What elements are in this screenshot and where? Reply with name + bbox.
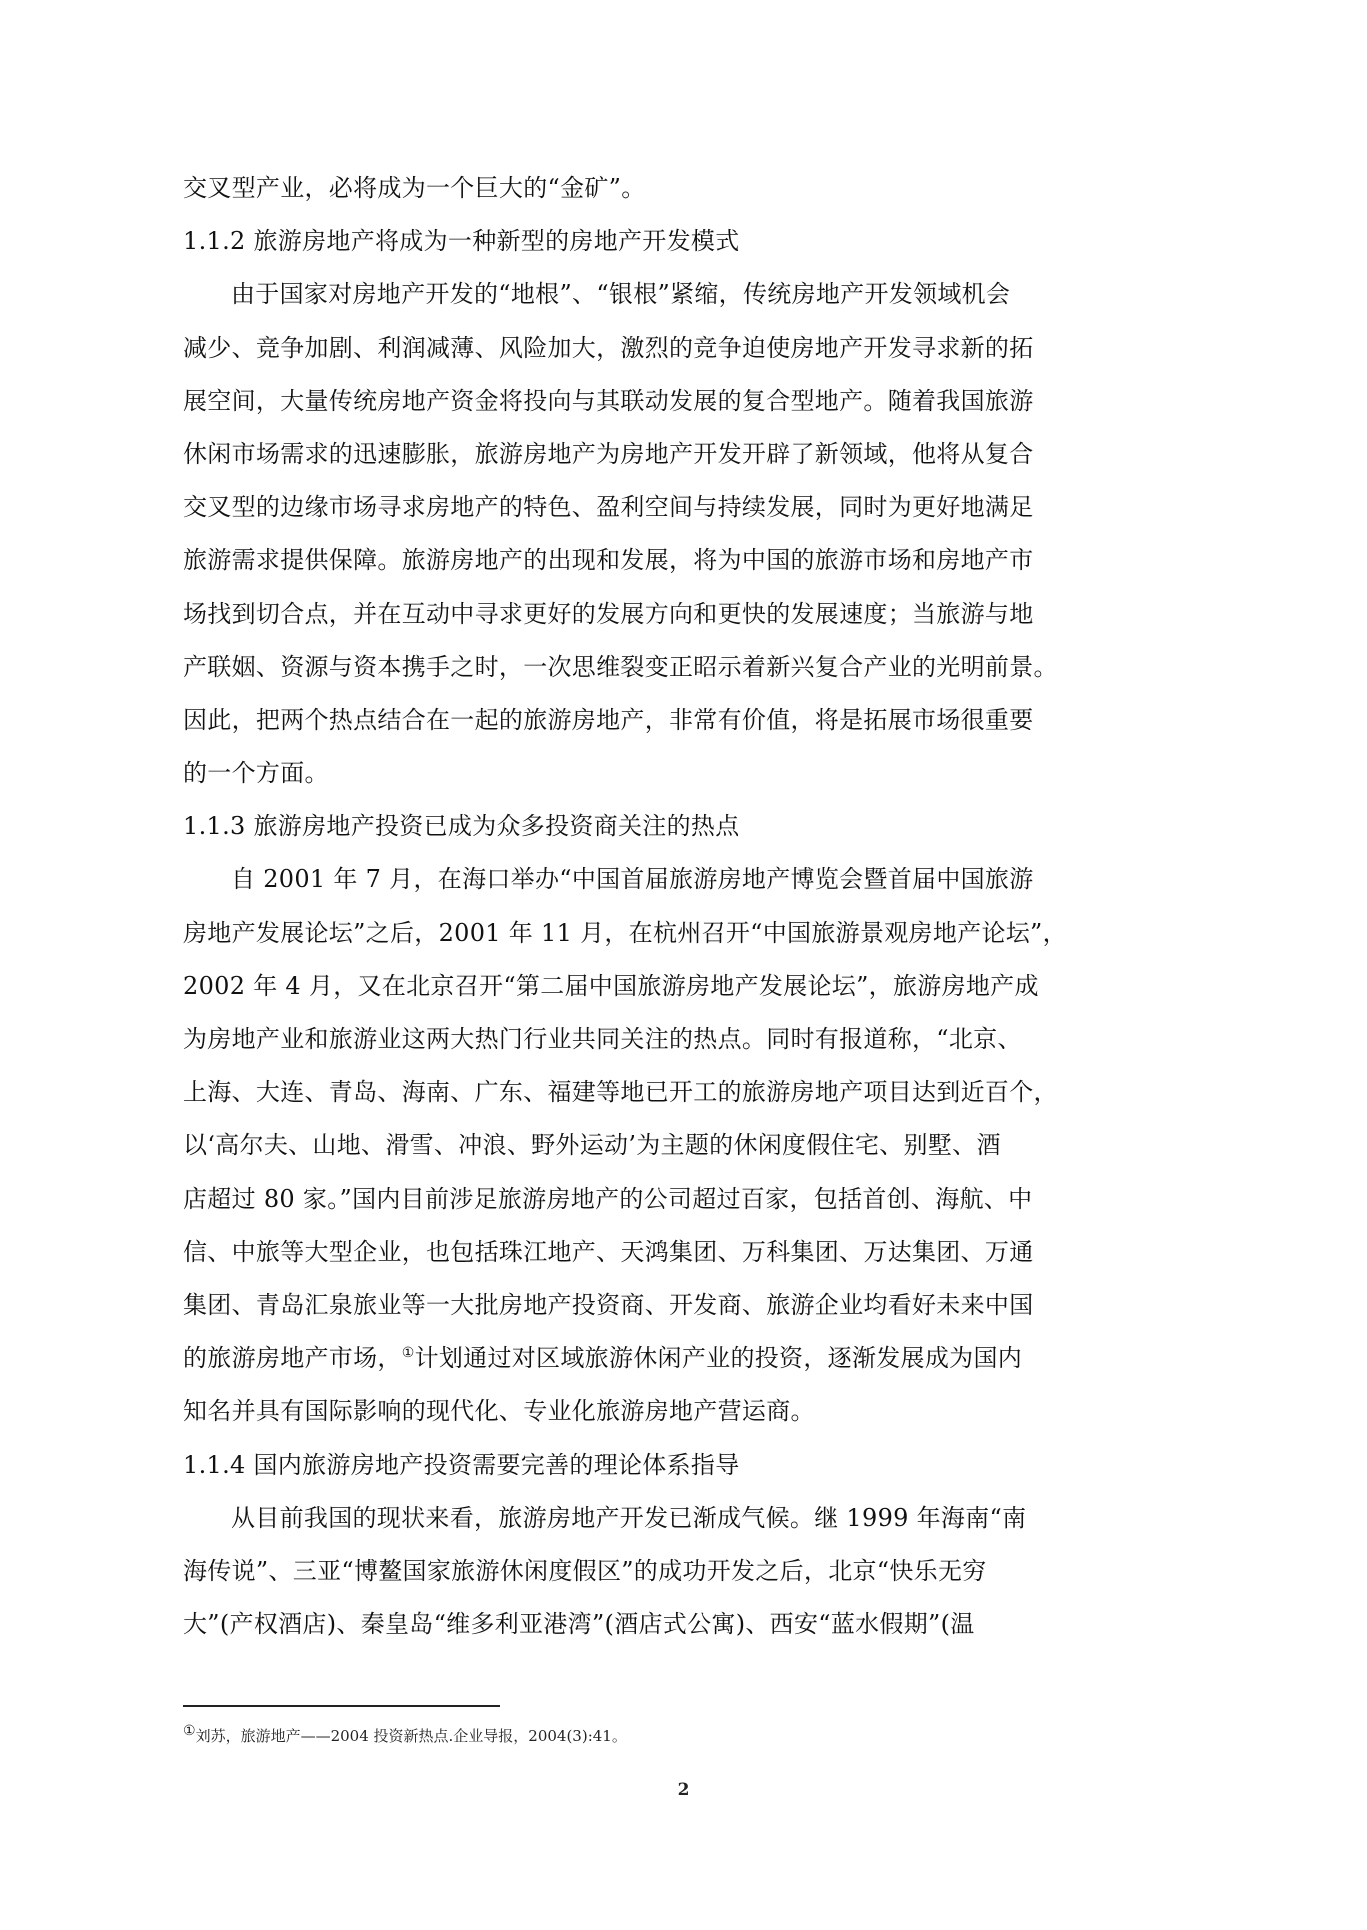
text-line <box>183 268 1103 321</box>
text-line <box>183 1545 1103 1598</box>
text-line <box>183 1332 1103 1385</box>
text-line <box>183 641 1103 694</box>
text-line <box>183 694 1103 747</box>
line-text: 休闲市场需求的迅速膨胀，旅游房地产为房地产开发开辟了新领域，他将从复合 <box>183 439 1034 468</box>
line-text: 为房地产业和旅游业这两大热门行业共同关注的热点。同时有报道称，“北京、 <box>183 1025 1022 1053</box>
text-line <box>183 588 1103 641</box>
line-text: 由于国家对房地产开发的“地根”、“银根”紧缩，传统房地产开发领域机会 <box>231 280 1011 309</box>
line-text: 交叉型产业，必将成为一个巨大的“金矿”。 <box>183 174 646 202</box>
text-line <box>183 162 1103 215</box>
footnote <box>183 1725 627 1747</box>
footnote-text: 刘苏，旅游地产——2004 投资新热点.企业导报，2004(3):41。 <box>195 1727 627 1745</box>
text-line <box>183 747 1103 800</box>
section-heading <box>183 800 1103 853</box>
text-line <box>183 1492 1103 1545</box>
body-text <box>183 162 1103 1651</box>
line-text: 知名并具有国际影响的现代化、专业化旅游房地产营运商。 <box>183 1397 815 1426</box>
footnote-marker: ① <box>183 1723 196 1739</box>
line-text: 产联姻、资源与资本携手之时，一次思维裂变正昭示着新兴复合产业的光明前景。 <box>183 652 1058 681</box>
line-text: 信、中旅等大型企业，也包括珠江地产、天鸿集团、万科集团、万达集团、万通 <box>183 1237 1034 1266</box>
line-text: 海传说”、三亚“博鳌国家旅游休闲度假区”的成功开发之后，北京“快乐无穷 <box>183 1556 987 1585</box>
line-text: 2002 年 4 月，又在北京召开“第二届中国旅游房地产发展论坛”，旅游房地产成 <box>183 971 1039 1000</box>
line-text: 的一个方面。 <box>183 759 329 788</box>
line-text: 从目前我国的现状来看，旅游房地产开发已渐成气候。继 1999 年海南“南 <box>231 1503 1027 1532</box>
text-line <box>183 1119 1103 1172</box>
text-line <box>183 960 1103 1013</box>
line-text: 1.1.4 国内旅游房地产投资需要完善的理论体系指导 <box>183 1450 740 1479</box>
text-line <box>183 375 1103 428</box>
footnote-divider <box>183 1705 500 1707</box>
line-text: 以‘高尔夫、山地、滑雪、冲浪、野外运动’为主题的休闲度假住宅、别墅、酒 <box>183 1131 1001 1160</box>
text-line <box>183 481 1103 534</box>
line-text-continued: 计划通过对区域旅游休闲产业的投资，逐渐发展成为国内 <box>414 1344 1023 1373</box>
text-line <box>183 1013 1103 1066</box>
text-line <box>183 1279 1103 1332</box>
text-line <box>183 1226 1103 1279</box>
section-heading <box>183 215 1103 268</box>
line-text: 大”(产权酒店)、秦皇岛“维多利亚港湾”(酒店式公寓)、西安“蓝水假期”(温 <box>183 1610 975 1639</box>
text-line <box>183 322 1103 375</box>
line-text: 自 2001 年 7 月，在海口举办“中国首届旅游房地产博览会暨首届中国旅游 <box>231 865 1034 894</box>
line-text: 1.1.2 旅游房地产将成为一种新型的房地产开发模式 <box>183 227 740 256</box>
page-number: 2 <box>677 1780 690 1800</box>
text-line <box>183 534 1103 587</box>
line-text: 旅游需求提供保障。旅游房地产的出现和发展，将为中国的旅游市场和房地产市 <box>183 546 1034 575</box>
line-text: 集团、青岛汇泉旅业等一大批房地产投资商、开发商、旅游企业均看好未来中国 <box>183 1290 1034 1319</box>
text-line <box>183 1066 1103 1119</box>
line-text: 场找到切合点，并在互动中寻求更好的发展方向和更快的发展速度；当旅游与地 <box>183 599 1034 628</box>
line-text: 1.1.3 旅游房地产投资已成为众多投资商关注的热点 <box>183 812 740 841</box>
line-text: 交叉型的边缘市场寻求房地产的特色、盈利空间与持续发展，同时为更好地满足 <box>183 493 1034 522</box>
text-line <box>183 853 1103 906</box>
text-line <box>183 1598 1103 1651</box>
line-text: 房地产发展论坛”之后，2001 年 11 月，在杭州召开“中国旅游景观房地产论坛”， <box>183 918 1067 947</box>
text-line <box>183 907 1103 960</box>
line-text: 减少、竞争加剧、利润减薄、风险加大，激烈的竞争迫使房地产开发寻求新的拓 <box>183 333 1034 362</box>
line-text: 展空间，大量传统房地产资金将投向与其联动发展的复合型地产。随着我国旅游 <box>183 386 1034 415</box>
footnote-reference: ① <box>401 1345 415 1362</box>
text-line <box>183 428 1103 481</box>
line-text: 上海、大连、青岛、海南、广东、福建等地已开工的旅游房地产项目达到近百个， <box>183 1078 1058 1107</box>
line-text: 的旅游房地产市场， <box>183 1344 402 1373</box>
line-text: 店超过 80 家。”国内目前涉足旅游房地产的公司超过百家，包括首创、海航、中 <box>183 1184 1033 1213</box>
text-line <box>183 1173 1103 1226</box>
line-text: 因此，把两个热点结合在一起的旅游房地产，非常有价值，将是拓展市场很重要 <box>183 705 1034 734</box>
section-heading <box>183 1439 1103 1492</box>
text-line <box>183 1385 1103 1438</box>
